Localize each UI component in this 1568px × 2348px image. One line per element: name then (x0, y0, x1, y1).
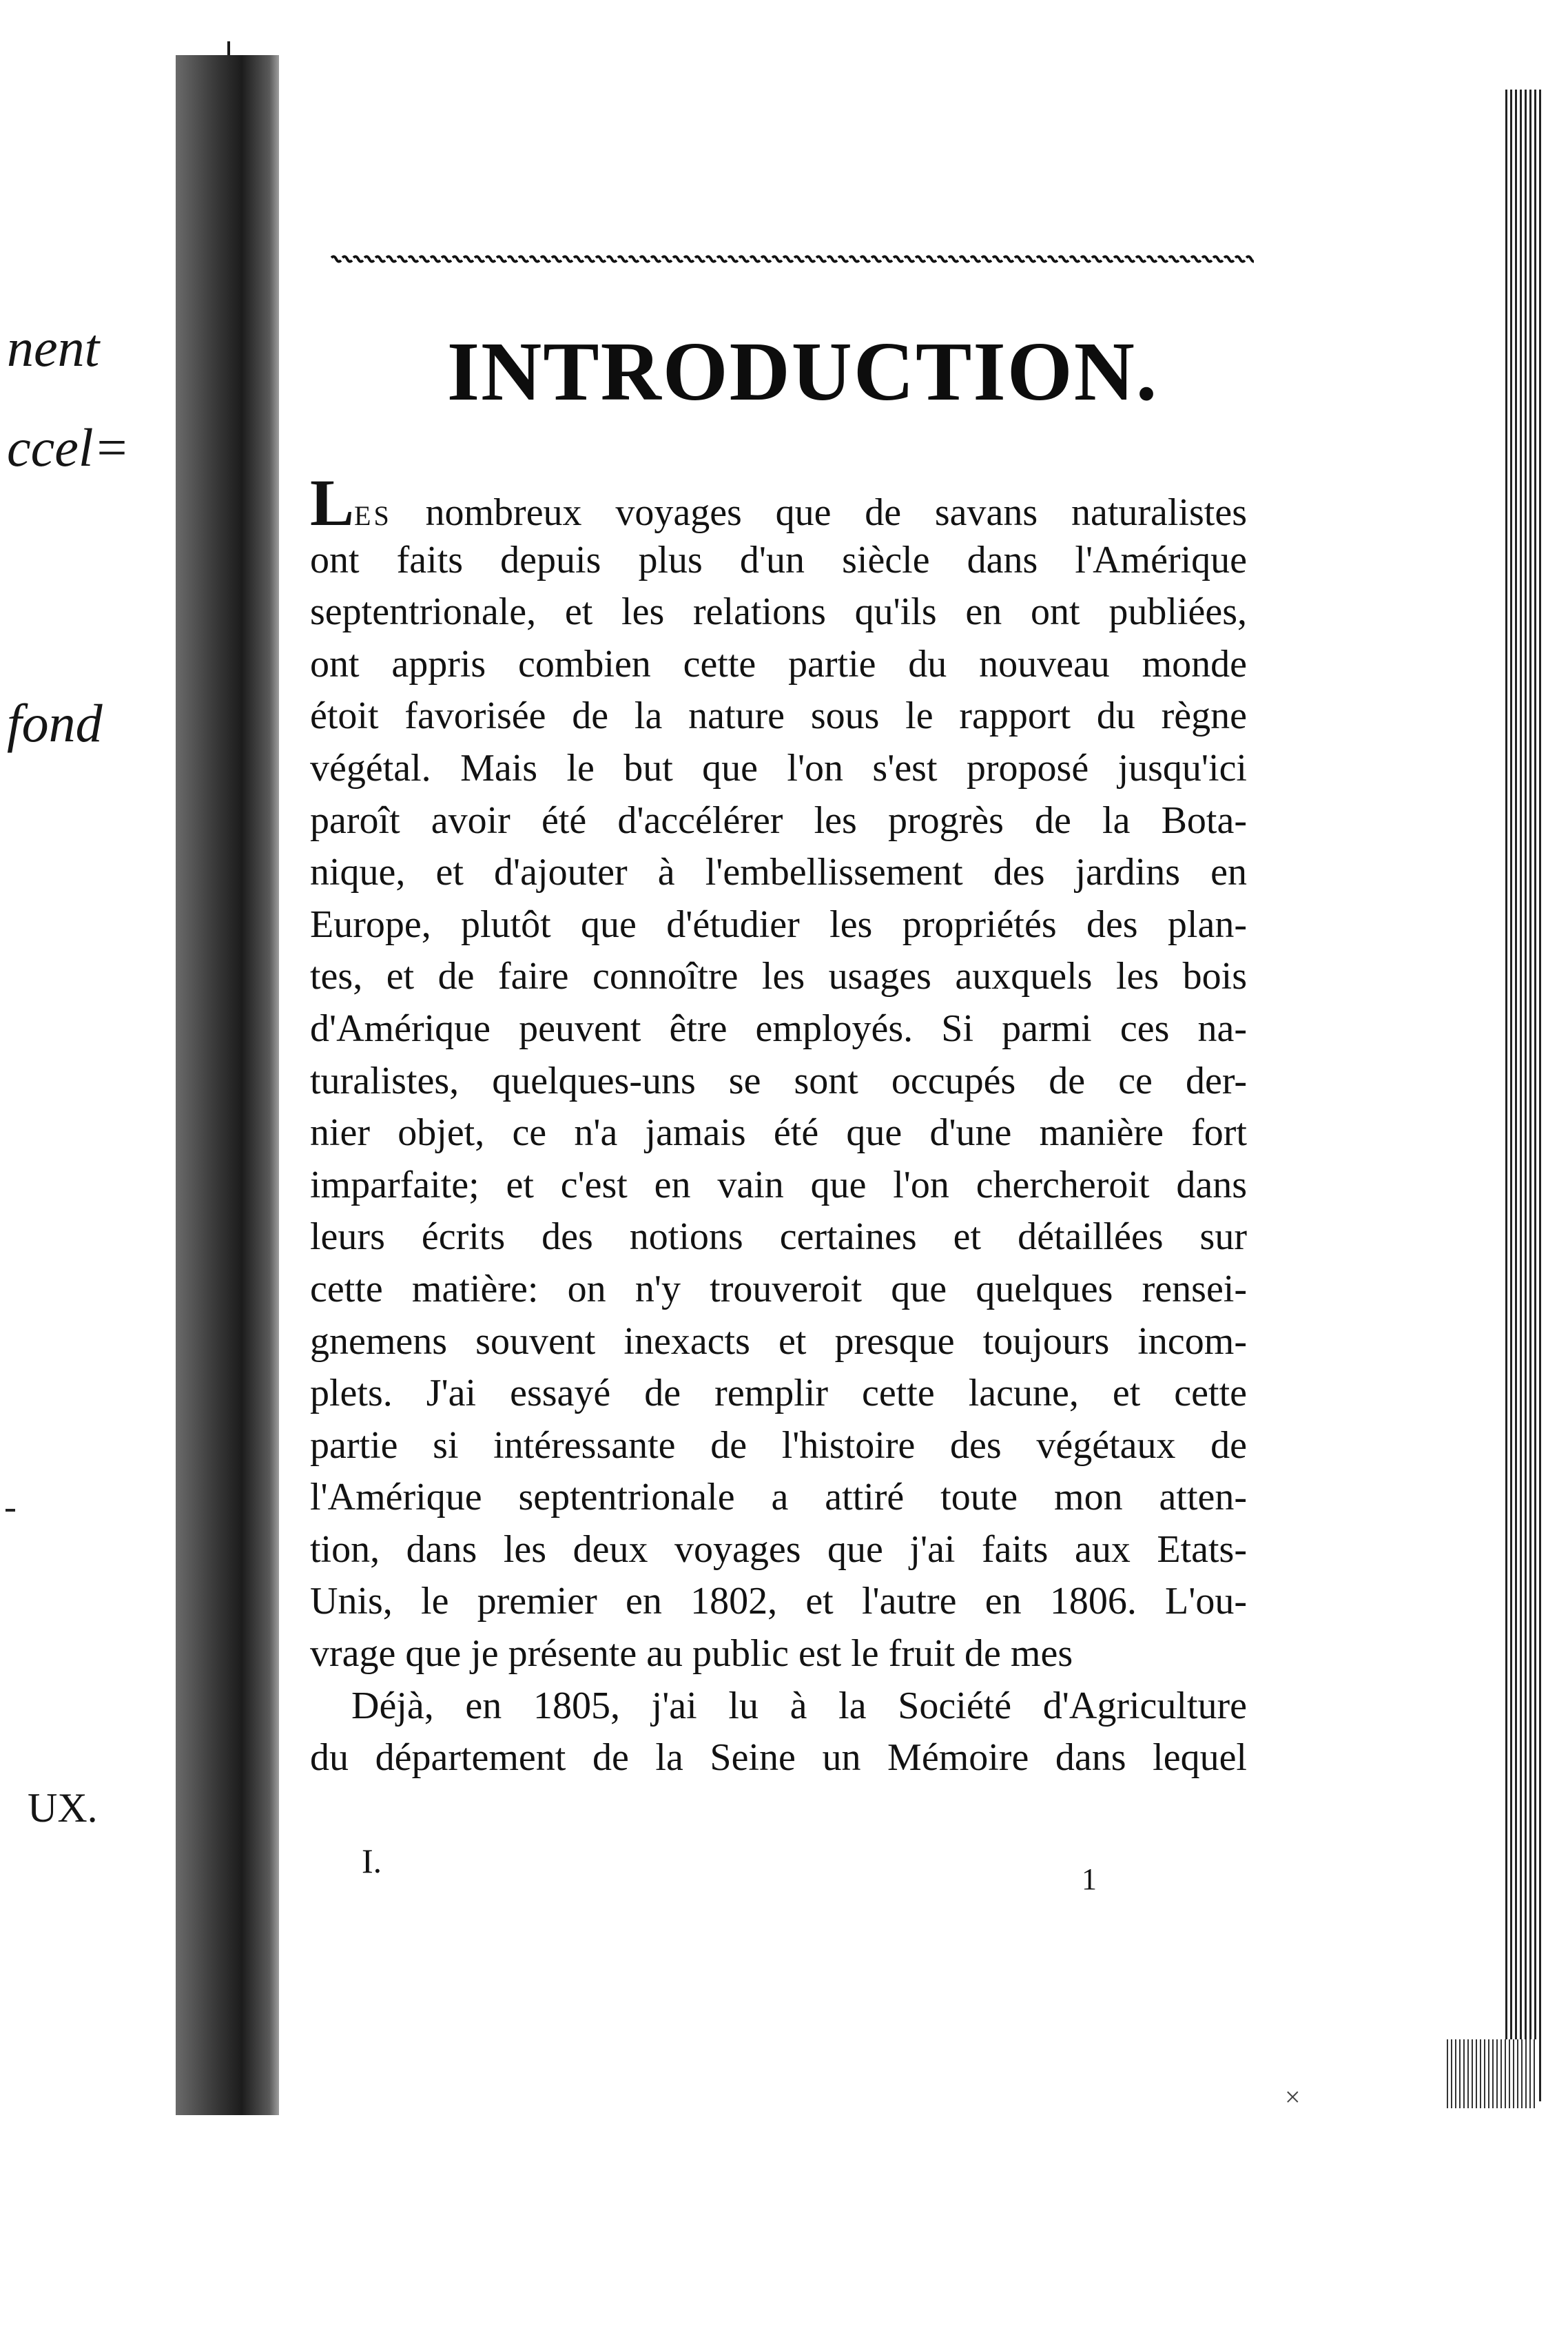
text-line: tion, dans les deux voyages que j'ai faits aux Etats- (310, 1527, 1247, 1571)
small-caps: ES (354, 500, 392, 531)
text-line: nier objet, ce n'a jamais été que d'une manière fort (310, 1111, 1247, 1155)
text-line: Déjà, en 1805, j'ai lu à la Société d'Agriculture (351, 1684, 1247, 1727)
text-line: ont appris combien cette partie du nouveau monde (310, 642, 1247, 686)
text-line: nique, et d'ajouter à l'embellissement des jardins en (310, 851, 1247, 894)
ornamental-rule (331, 254, 1254, 269)
text-line: étoit favorisée de la nature sous le rapport du règne (310, 694, 1247, 738)
text-line: leurs écrits des notions certaines et détaillées sur (310, 1215, 1247, 1259)
page-stack-edge (1505, 90, 1543, 2101)
text-line: tes, et de faire connoître les usages auxquels les bois (310, 955, 1247, 998)
text-line: d'Amérique peuvent être employés. Si parmi ces na- (310, 1007, 1247, 1050)
text-line-first (310, 466, 1247, 539)
page-stack-corner (1447, 2039, 1536, 2108)
text-line: gnemens souvent inexacts et presque toujours incom- (310, 1319, 1247, 1363)
left-page-fragment: ccel= (7, 418, 130, 477)
text-line: paroît avoir été d'accélérer les progrès de la Bota- (310, 799, 1247, 842)
drop-cap: L (310, 466, 355, 539)
text-line: plets. J'ai essayé de remplir cette lacune, et cette (310, 1372, 1247, 1415)
left-page-fragment: nent (7, 318, 100, 378)
text-line: imparfaite; et c'est en vain que l'on chercheroit dans (310, 1163, 1247, 1206)
page-number: 1 (1082, 1862, 1097, 1896)
chapter-title: INTRODUCTION. (446, 325, 1159, 418)
text-line: turalistes, quelques-uns se sont occupés de ce der- (310, 1059, 1247, 1102)
text-line: partie si intéressante de l'histoire des végétaux de (310, 1423, 1247, 1467)
signature-mark: I. (362, 1842, 382, 1880)
text-line: vrage que je présente au public est le fruit de mes (310, 1632, 1073, 1676)
text-line: cette matière: on n'y trouveroit que quelques rensei- (310, 1267, 1247, 1310)
left-page-mark (6, 1509, 15, 1512)
body-text (310, 466, 1247, 1784)
text-line: l'Amérique septentrionale a attiré toute mon atten- (310, 1476, 1247, 1519)
text-line: ont faits depuis plus d'un siècle dans l'Amérique (310, 538, 1247, 581)
left-page-fragment: fond (7, 693, 103, 753)
text-line: Europe, plutôt que d'étudier les propriétés des plan- (310, 903, 1247, 946)
text-line: septentrionale, et les relations qu'ils en ont publiées, (310, 590, 1247, 634)
text-line: Unis, le premier en 1802, et l'autre en 1806. L'ou- (310, 1580, 1247, 1623)
book-gutter-shadow (176, 55, 286, 2115)
left-page-fragment: UX. (28, 1785, 98, 1831)
first-line-text: nombreux voyages que de savans naturalistes (391, 491, 1247, 534)
text-line: du département de la Seine un Mémoire dans lequel (310, 1736, 1247, 1780)
text-line: végétal. Mais le but que l'on s'est proposé jusqu'ici (310, 746, 1247, 790)
scan-artifact-mark: × (1285, 2081, 1301, 2112)
